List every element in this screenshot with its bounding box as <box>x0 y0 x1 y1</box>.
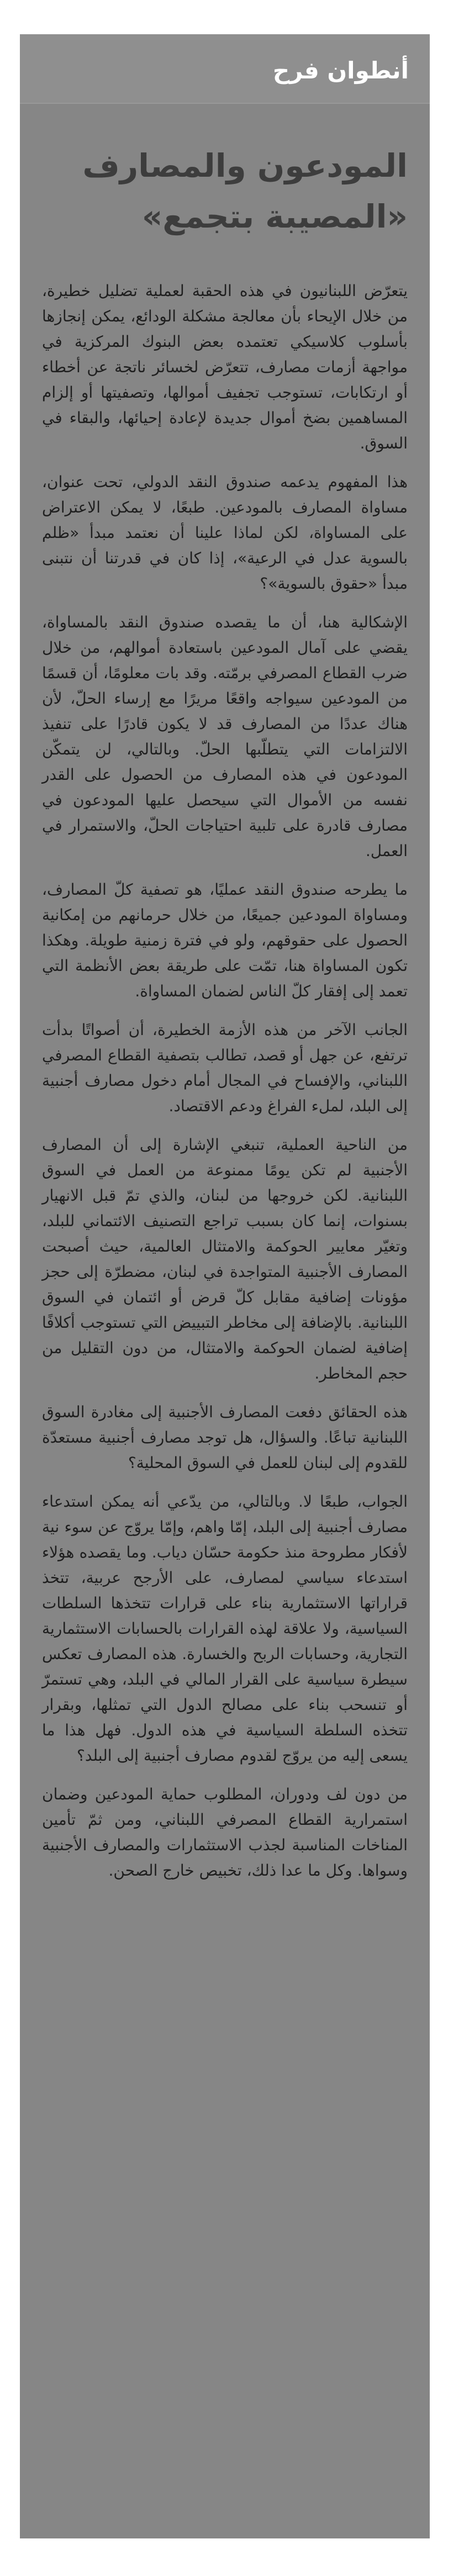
paragraph-1: يتعرّض اللبنانيون في هذه الحقبة لعملية تضليل خطيرة، من خلال الإيحاء بأن معالجة مشكلة الودائع، يمكن إنجازها بأسلوب كلاسيكي تعتمده بعض البنوك المركزية في مواجهة أزمات مصارف، تتعرّض لخسائر ناتجة عن أخطاء أو ارتكابات، تستوجب تجفيف أموالها، وتصفيتها أو إلزام المساهمين بضخ أموال جديدة لإعادة إحيائها، والبقاء في السوق. <box>42 282 408 452</box>
paragraph-9: من دون لف ودوران، المطلوب حماية المودعين وضمان استمرارية القطاع المصرفي اللبناني، ومن ثمّ تأمين المناخات المناسبة لجذب الاستثمارات والمصارف الأجنبية وسواها. وكل ما عدا ذلك، تخبيص خارج الصحن. <box>42 1785 408 1880</box>
article-column <box>20 34 430 2538</box>
paragraph-6: من الناحية العملية، تنبغي الإشارة إلى أن المصارف الأجنبية لم تكن يومًا ممنوعة من العمل في السوق اللبنانية. لكن خروجها من لبنان، والذي تمّ قبل الانهيار بسنوات، إنما كان بسبب تراجع التصنيف الائتماني للبلد، وتغيّر معايير الحوكمة والامتثال العالمية، حيث أصبحت المصارف الأجنبية المتواجدة في لبنان، مضطرّة إلى حجز مؤونات إضافية مقابل كلّ قرض أو ائتمان في السوق اللبنانية. بالإضافة إلى مخاطر التبييض التي تستوجب أكلافًا إضافية لضمان الحوكمة والامتثال، من دون التقليل من حجم المخاطر. <box>42 1136 408 1382</box>
article-headline <box>42 140 408 242</box>
paragraph-4: ما يطرحه صندوق النقد عمليًا، هو تصفية كلّ المصارف، ومساواة المودعين جميعًا، من خلال حرمانهم من إمكانية الحصول على حقوقهم، ولو في فترة زمنية طويلة. وهكذا تكون المساواة هنا، تمّت على طريقة بعض الأنظمة التي تعمد إلى إفقار كلّ الناس لضمان المساواة. <box>42 880 408 1000</box>
paragraph-3: الإشكالية هنا، أن ما يقصده صندوق النقد بالمساواة، يقضي على آمال المودعين باستعادة أموالهم، من خلال ضرب القطاع المصرفي برمّته. وقد بات معلومًا، أن قسمًا من المودعين سيواجه واقعًا مريرًا مع إرساء الحلّ، لأن هناك عددًا من المصارف قد لا يكون قادرًا على تنفيذ الالتزامات التي يتطلّبها الحلّ. وبالتالي، لن يتمكّن المودعون في هذه المصارف من الحصول على القدر نفسه من الأموال التي سيحصل عليها المودعون في مصارف قادرة على تلبية احتياجات الحلّ، والاستمرار في العمل. <box>42 613 408 860</box>
headline-line-2: «المصيبة بتجمع» <box>141 198 408 235</box>
paragraph-2: هذا المفهوم يدعمه صندوق النقد الدولي، تحت عنوان، مساواة المصارف بالمودعين. طبعًا، لا يمكن الاعتراض على المساواة، لكن لماذا علينا أن نعتمد مبدأ «ظلم بالسوية عدل في الرعية»، إذا كان في قدرتنا أن نتبنى مبدأ «حقوق بالسوية»؟ <box>42 473 408 593</box>
paragraph-5: الجانب الآخر من هذه الأزمة الخطيرة، أن أصواتًا بدأت ترتفع، عن جهل أو قصد، تطالب بتصفية القطاع المصرفي اللبناني، والإفساح في المجال أمام دخول مصارف أجنبية إلى البلد، لملء الفراغ ودعم الاقتصاد. <box>42 1021 408 1115</box>
headline-line-1: المودعون والمصارف <box>82 147 408 184</box>
author-name: أنطوان فرح <box>272 57 409 84</box>
author-bar <box>20 34 430 104</box>
article-body <box>42 278 408 1883</box>
paragraph-7: هذه الحقائق دفعت المصارف الأجنبية إلى مغادرة السوق اللبنانية تباعًا. والسؤال، هل توجد مصارف أجنبية مستعدّة للقدوم إلى لبنان للعمل في السوق المحلية؟ <box>42 1403 408 1472</box>
paragraph-8: الجواب، طبعًا لا. وبالتالي، من يدّعي أنه يمكن استدعاء مصارف أجنبية إلى البلد، إمّا واهم، وإمّا يروّج عن سوء نية لأفكار مطروحة منذ حكومة حسّان دياب. وما يقصده هؤلاء استدعاء سياسي لمصارف، على الأرجح عربية، تتخذ قراراتها الاستثمارية بناء على قرارات تتخذها السلطات السياسية، ولا علاقة لهذه القرارات بالحسابات الاستثمارية التجارية، وحسابات الربح والخسارة. هذه المصارف تعكس سيطرة سياسية على القرار المالي في البلد، وهي تستمرّ أو تنسحب بناء على مصالح الدول التي تمثلها، وبقرار تتخذه السلطة السياسية في هذه الدول. فهل هذا ما يسعى إليه من يروّج لقدوم مصارف أجنبية إلى البلد؟ <box>42 1492 408 1765</box>
